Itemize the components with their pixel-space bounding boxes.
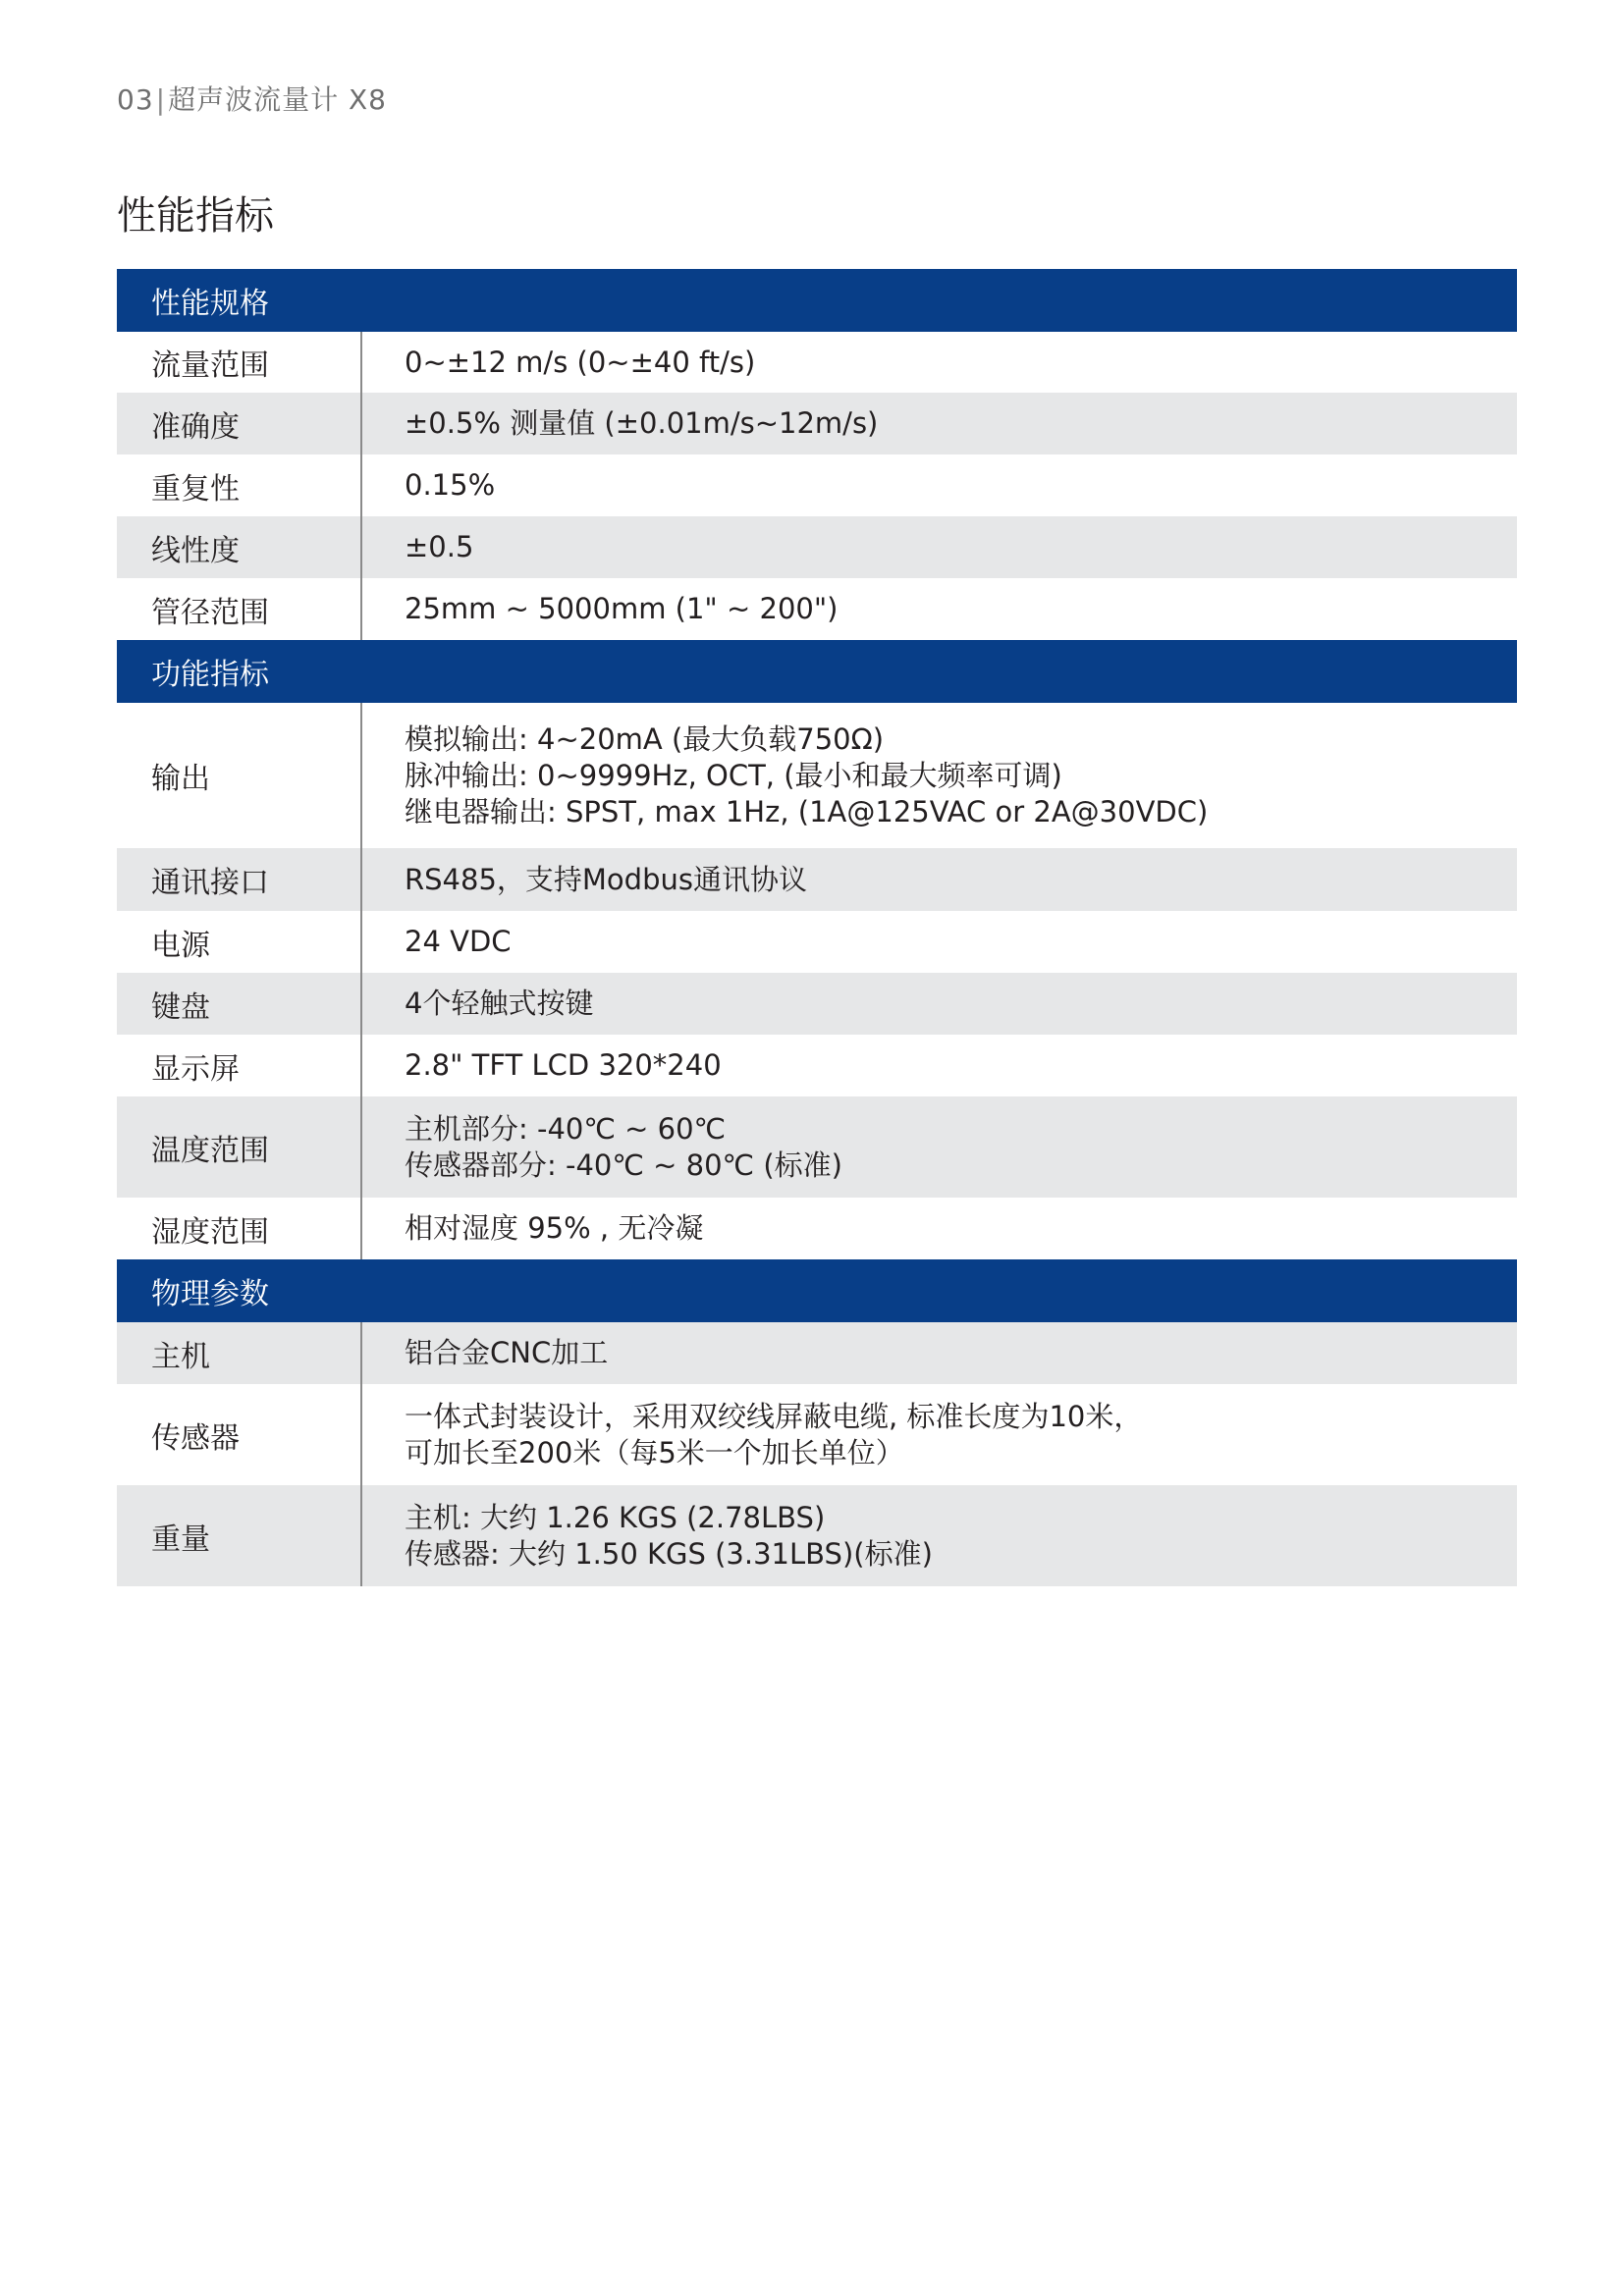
spec-value-line: ±0.5% 测量值 (±0.01m/s~12m/s) [405, 406, 879, 440]
spec-value-line: 25mm ~ 5000mm (1" ~ 200") [405, 592, 839, 625]
spec-value-line: ±0.5 [405, 530, 474, 563]
table-row [117, 516, 1517, 578]
page-title: 性能指标 [117, 193, 274, 239]
header-separator: | [155, 83, 167, 116]
section-header: 性能规格 [117, 269, 1517, 332]
spec-value [362, 454, 1517, 516]
table-row [117, 911, 1517, 973]
spec-value [362, 1384, 1517, 1485]
spec-label: 显示屏 [117, 1035, 362, 1096]
spec-value [362, 516, 1517, 578]
spec-value-line: 可加长至200米（每5米一个加长单位） [405, 1435, 904, 1469]
spec-label: 通讯接口 [117, 848, 362, 911]
spec-value-line: 铝合金CNC加工 [405, 1336, 609, 1369]
spec-value-line: 传感器: 大约 1.50 KGS (3.31LBS)(标准) [405, 1536, 933, 1571]
spec-label: 湿度范围 [117, 1198, 362, 1259]
spec-value-line: RS485，支持Modbus通讯协议 [405, 862, 807, 896]
spec-value [362, 578, 1517, 640]
table-row [117, 1198, 1517, 1259]
spec-value [362, 1485, 1517, 1586]
page-number: 03 [117, 83, 154, 116]
spec-label: 键盘 [117, 973, 362, 1035]
spec-value-line: 主机部分: -40℃ ~ 60℃ [405, 1111, 727, 1146]
product-name: 超声波流量计 X8 [168, 83, 387, 116]
table-row [117, 703, 1517, 848]
spec-label: 准确度 [117, 393, 362, 454]
table-row [117, 332, 1517, 393]
spec-value-line: 一体式封装设计，采用双绞线屏蔽电缆, 标准长度为10米， [405, 1399, 1143, 1433]
spec-label: 流量范围 [117, 332, 362, 393]
spec-label: 温度范围 [117, 1096, 362, 1198]
running-header [117, 79, 387, 118]
table-row [117, 848, 1517, 911]
spec-value-line: 2.8" TFT LCD 320*240 [405, 1048, 722, 1082]
spec-table [117, 269, 1517, 1586]
spec-value-line: 0.15% [405, 468, 496, 502]
spec-value [362, 1198, 1517, 1259]
table-row [117, 393, 1517, 454]
spec-label: 主机 [117, 1322, 362, 1384]
spec-value [362, 332, 1517, 393]
spec-label: 输出 [117, 703, 362, 848]
spec-value-line: 脉冲输出: 0~9999Hz, OCT, (最小和最大频率可调) [405, 758, 1062, 792]
spec-label: 重量 [117, 1485, 362, 1586]
spec-value [362, 1322, 1517, 1384]
table-row [117, 454, 1517, 516]
spec-label: 传感器 [117, 1384, 362, 1485]
table-row [117, 1485, 1517, 1586]
spec-label: 重复性 [117, 454, 362, 516]
spec-value [362, 1096, 1517, 1198]
table-row [117, 1384, 1517, 1485]
spec-value-line: 0~±12 m/s (0~±40 ft/s) [405, 345, 756, 379]
spec-value-line: 24 VDC [405, 925, 512, 958]
spec-value [362, 848, 1517, 911]
section-header: 物理参数 [117, 1259, 1517, 1322]
spec-label: 线性度 [117, 516, 362, 578]
spec-value [362, 703, 1517, 848]
spec-value [362, 911, 1517, 973]
table-row [117, 578, 1517, 640]
spec-value-line: 相对湿度 95% , 无冷凝 [405, 1211, 704, 1245]
spec-value-line: 4个轻触式按键 [405, 987, 594, 1020]
spec-label: 电源 [117, 911, 362, 973]
spec-value [362, 393, 1517, 454]
table-row [117, 1035, 1517, 1096]
spec-label: 管径范围 [117, 578, 362, 640]
spec-value [362, 973, 1517, 1035]
table-row [117, 973, 1517, 1035]
spec-value-line: 模拟输出: 4~20mA (最大负载750Ω) [405, 721, 885, 756]
table-row [117, 1322, 1517, 1384]
spec-value [362, 1035, 1517, 1096]
spec-value-line: 主机: 大约 1.26 KGS (2.78LBS) [405, 1500, 826, 1534]
table-row [117, 1096, 1517, 1198]
section-header: 功能指标 [117, 640, 1517, 703]
spec-value-line: 传感器部分: -40℃ ~ 80℃ (标准) [405, 1148, 842, 1182]
spec-value-line: 继电器输出: SPST, max 1Hz, (1A@125VAC or 2A@30VDC) [405, 794, 1209, 828]
